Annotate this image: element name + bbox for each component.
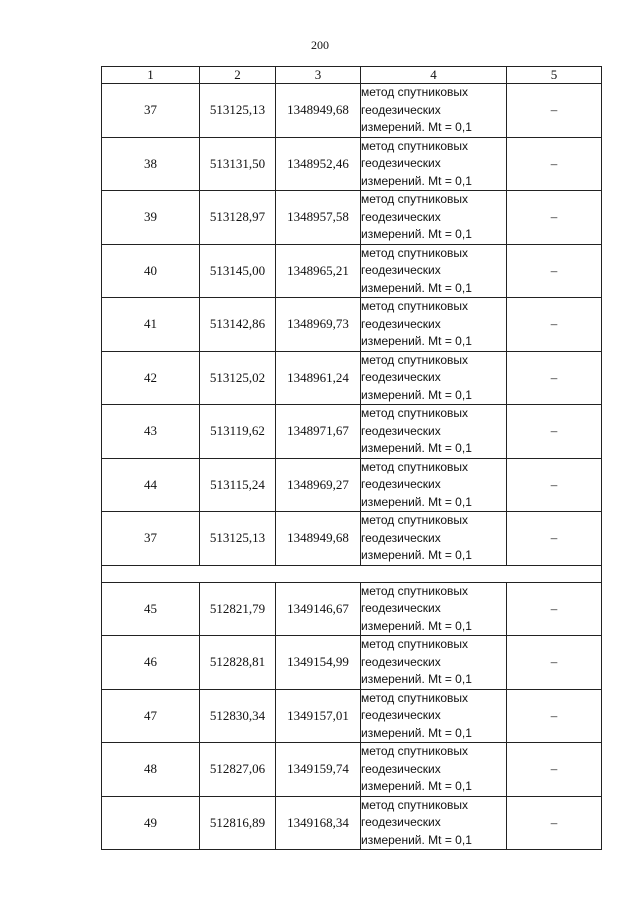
method-text-line: измерений. Mt = 0,1: [361, 387, 472, 402]
point-number-cell: 38: [102, 137, 200, 191]
method-cell: [361, 636, 507, 690]
method-text-line: геодезических: [361, 708, 441, 722]
x-coordinate-cell: 513125,13: [200, 84, 276, 138]
method-text-line: метод спутниковых: [361, 85, 469, 99]
method-text-line: метод спутниковых: [361, 583, 469, 598]
group-separator-cell: [102, 565, 602, 582]
note-cell: –: [507, 582, 602, 636]
x-coordinate-cell: 513145,00: [200, 244, 276, 298]
note-cell: –: [507, 191, 602, 245]
x-coordinate-cell: 512821,79: [200, 582, 276, 636]
method-text-line: геодезических: [361, 316, 441, 331]
method-cell: [361, 191, 507, 245]
method-text-line: метод спутниковых: [361, 192, 469, 206]
table-row: [102, 137, 602, 191]
x-coordinate-cell: 513125,13: [200, 512, 276, 566]
method-text-line: геодезических: [361, 423, 441, 438]
x-coordinate-cell: 512828,81: [200, 636, 276, 690]
y-coordinate-cell: 1349168,34: [276, 796, 361, 850]
table-row: [102, 351, 602, 405]
table-row: [102, 458, 602, 512]
note-cell: –: [507, 458, 602, 512]
method-cell: [361, 244, 507, 298]
point-number-cell: 40: [102, 244, 200, 298]
point-number-cell: 37: [102, 512, 200, 566]
note-cell: –: [507, 512, 602, 566]
method-text-line: метод спутниковых: [361, 138, 469, 153]
method-text-line: геодезических: [361, 815, 441, 829]
y-coordinate-cell: 1348957,58: [276, 191, 361, 245]
x-coordinate-cell: 512830,34: [200, 689, 276, 743]
table-row: [102, 743, 602, 797]
method-text-line: измерений. Mt = 0,1: [361, 441, 472, 455]
method-text-line: геодезических: [361, 477, 441, 491]
page-number: 200: [311, 38, 329, 52]
x-coordinate-cell: 512827,06: [200, 743, 276, 797]
method-text-line: измерений. Mt = 0,1: [361, 618, 472, 633]
method-text-line: метод спутниковых: [361, 744, 469, 758]
method-cell: [361, 743, 507, 797]
method-text-line: измерений. Mt = 0,1: [361, 672, 472, 686]
method-text-line: геодезических: [361, 263, 441, 277]
table-row: [102, 244, 602, 298]
method-text-line: метод спутниковых: [361, 299, 469, 313]
column-header: 2: [200, 67, 276, 84]
y-coordinate-cell: 1348965,21: [276, 244, 361, 298]
method-text-line: метод спутниковых: [361, 459, 469, 474]
point-number-cell: 42: [102, 351, 200, 405]
method-cell: [361, 796, 507, 850]
method-cell: [361, 298, 507, 352]
y-coordinate-cell: 1349146,67: [276, 582, 361, 636]
method-cell: [361, 689, 507, 743]
x-coordinate-cell: 513115,24: [200, 458, 276, 512]
method-text-line: измерений. Mt = 0,1: [361, 173, 472, 188]
table-row: [102, 512, 602, 566]
y-coordinate-cell: 1349157,01: [276, 689, 361, 743]
method-text-line: метод спутниковых: [361, 245, 469, 260]
method-text-line: измерений. Mt = 0,1: [361, 120, 472, 134]
table-row: [102, 405, 602, 459]
method-cell: [361, 512, 507, 566]
method-cell: [361, 405, 507, 459]
method-text-line: измерений. Mt = 0,1: [361, 334, 472, 348]
point-number-cell: 46: [102, 636, 200, 690]
note-cell: –: [507, 351, 602, 405]
column-header: 1: [102, 67, 200, 84]
note-cell: –: [507, 796, 602, 850]
note-cell: –: [507, 244, 602, 298]
y-coordinate-cell: 1348969,73: [276, 298, 361, 352]
column-header: 4: [361, 67, 507, 84]
x-coordinate-cell: 513142,86: [200, 298, 276, 352]
method-cell: [361, 137, 507, 191]
note-cell: –: [507, 137, 602, 191]
method-text-line: метод спутниковых: [361, 352, 469, 367]
note-cell: –: [507, 405, 602, 459]
method-cell: [361, 458, 507, 512]
table-row: [102, 84, 602, 138]
point-number-cell: 45: [102, 582, 200, 636]
method-cell: [361, 582, 507, 636]
note-cell: –: [507, 689, 602, 743]
method-text-line: геодезических: [361, 209, 441, 224]
method-text-line: измерений. Mt = 0,1: [361, 280, 472, 295]
method-text-line: измерений. Mt = 0,1: [361, 548, 472, 562]
method-text-line: геодезических: [361, 530, 441, 545]
y-coordinate-cell: 1348961,24: [276, 351, 361, 405]
x-coordinate-cell: 513131,50: [200, 137, 276, 191]
table-row: [102, 636, 602, 690]
method-text-line: метод спутниковых: [361, 406, 469, 420]
method-text-line: измерений. Mt = 0,1: [361, 832, 472, 847]
method-cell: [361, 84, 507, 138]
y-coordinate-cell: 1348952,46: [276, 137, 361, 191]
method-text-line: измерений. Mt = 0,1: [361, 725, 472, 740]
x-coordinate-cell: 513125,02: [200, 351, 276, 405]
method-text-line: метод спутниковых: [361, 797, 469, 812]
method-text-line: геодезических: [361, 102, 441, 117]
column-header: 5: [507, 67, 602, 84]
note-cell: –: [507, 84, 602, 138]
y-coordinate-cell: 1348971,67: [276, 405, 361, 459]
x-coordinate-cell: 513119,62: [200, 405, 276, 459]
coordinates-table: [101, 66, 602, 850]
method-text-line: измерений. Mt = 0,1: [361, 779, 472, 793]
table-body: [102, 84, 602, 850]
method-text-line: метод спутниковых: [361, 690, 469, 705]
note-cell: –: [507, 743, 602, 797]
method-text-line: геодезических: [361, 601, 441, 615]
x-coordinate-cell: 513128,97: [200, 191, 276, 245]
y-coordinate-cell: 1349154,99: [276, 636, 361, 690]
point-number-cell: 37: [102, 84, 200, 138]
point-number-cell: 47: [102, 689, 200, 743]
table-row: [102, 689, 602, 743]
group-separator-row: [102, 565, 602, 582]
point-number-cell: 39: [102, 191, 200, 245]
table-header-row: [102, 67, 602, 84]
method-text-line: геодезических: [361, 654, 441, 669]
y-coordinate-cell: 1348949,68: [276, 84, 361, 138]
y-coordinate-cell: 1348969,27: [276, 458, 361, 512]
method-text-line: метод спутниковых: [361, 637, 469, 651]
column-header: 3: [276, 67, 361, 84]
method-text-line: метод спутниковых: [361, 513, 469, 527]
table-row: [102, 298, 602, 352]
note-cell: –: [507, 298, 602, 352]
point-number-cell: 48: [102, 743, 200, 797]
point-number-cell: 41: [102, 298, 200, 352]
point-number-cell: 43: [102, 405, 200, 459]
point-number-cell: 49: [102, 796, 200, 850]
table-row: [102, 191, 602, 245]
method-text-line: измерений. Mt = 0,1: [361, 494, 472, 509]
point-number-cell: 44: [102, 458, 200, 512]
method-text-line: измерений. Mt = 0,1: [361, 227, 472, 241]
y-coordinate-cell: 1349159,74: [276, 743, 361, 797]
method-text-line: геодезических: [361, 156, 441, 170]
method-text-line: геодезических: [361, 761, 441, 776]
table-row: [102, 582, 602, 636]
table-row: [102, 796, 602, 850]
note-cell: –: [507, 636, 602, 690]
y-coordinate-cell: 1348949,68: [276, 512, 361, 566]
method-text-line: геодезических: [361, 370, 441, 384]
x-coordinate-cell: 512816,89: [200, 796, 276, 850]
method-cell: [361, 351, 507, 405]
